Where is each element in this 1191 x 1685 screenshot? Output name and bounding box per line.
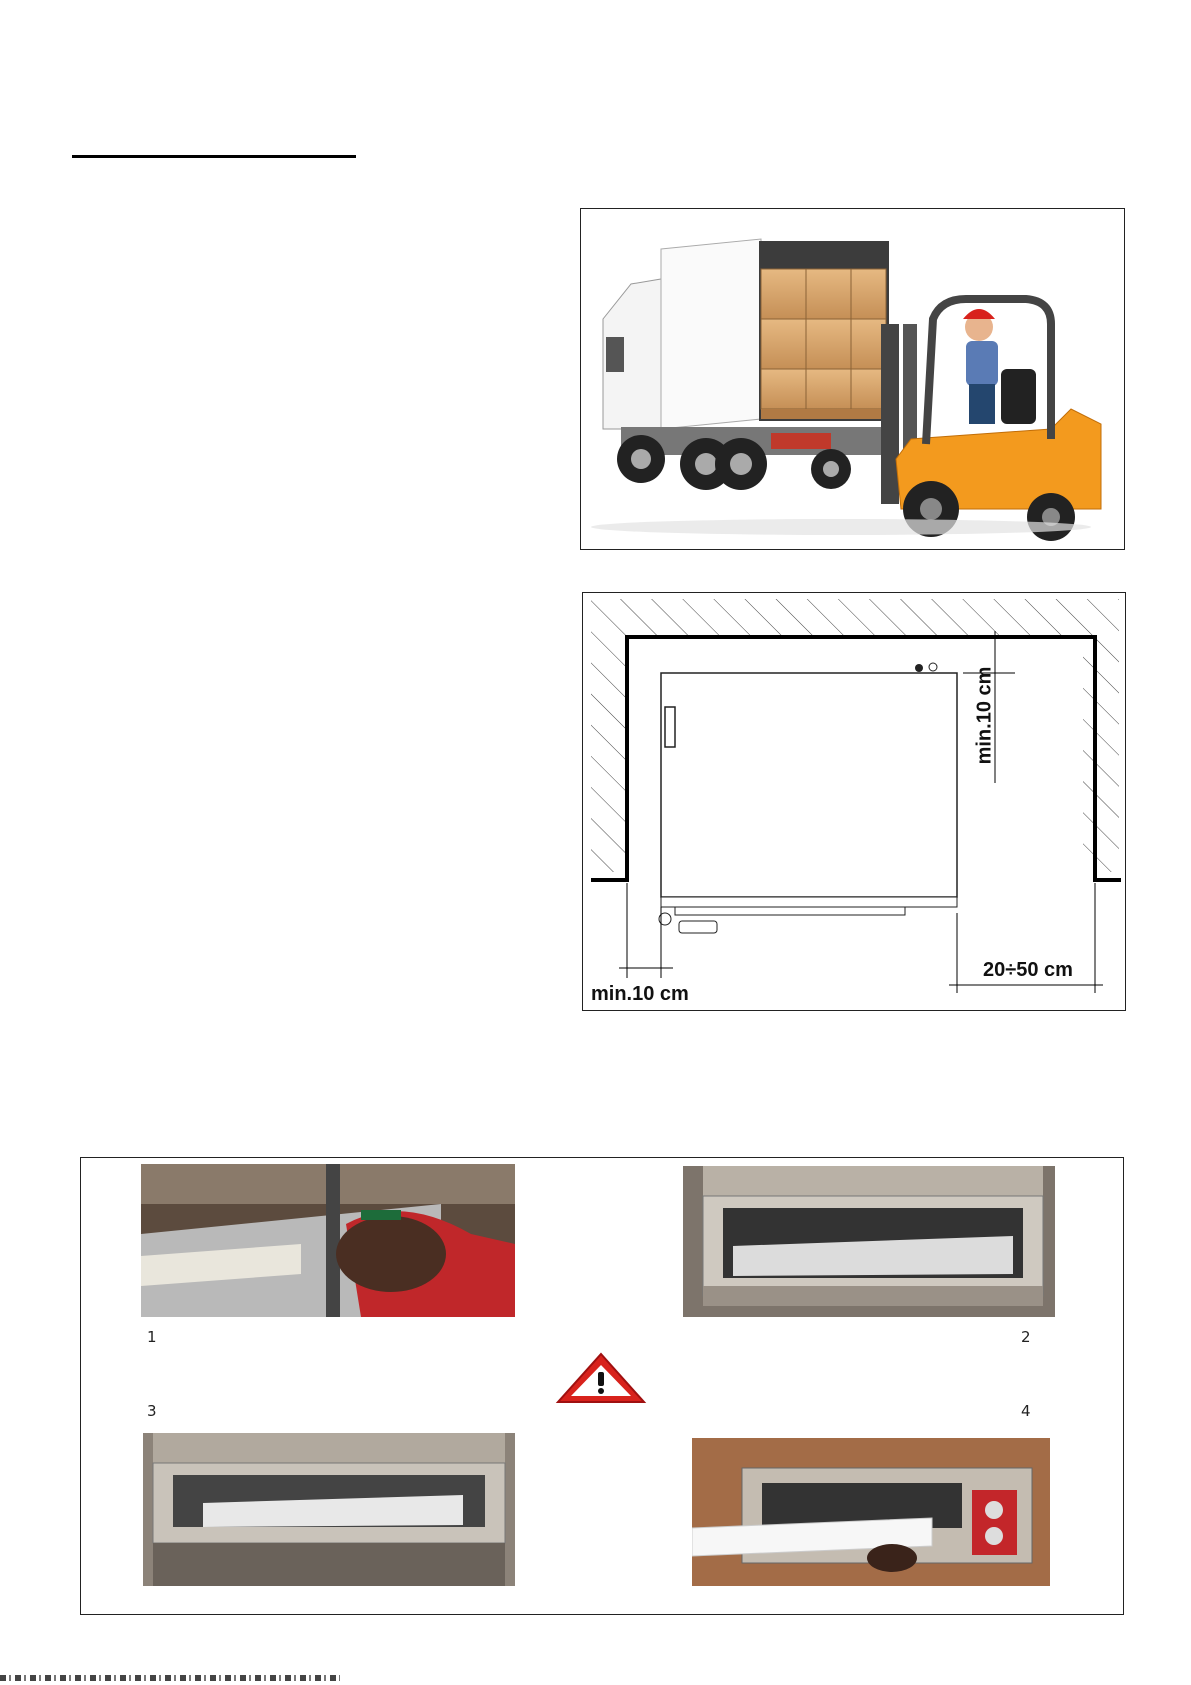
truck-forklift-illustration: [581, 209, 1125, 550]
step-2-number: 2: [1021, 1328, 1031, 1346]
heading-rule: [72, 155, 356, 158]
step-4-photo: [692, 1438, 1050, 1586]
warning-triangle-icon: [555, 1351, 647, 1405]
transport-figure: [580, 208, 1125, 550]
step-2-photo: [683, 1166, 1055, 1317]
front-clearance-label: 20÷50 cm: [983, 959, 1073, 981]
step-3-number: 3: [147, 1402, 157, 1420]
oven-body: [661, 673, 957, 897]
step-1-photo: [141, 1164, 515, 1317]
footer-strip: [0, 1675, 340, 1681]
step-1-number: 1: [147, 1328, 157, 1346]
step-4-number: 4: [1021, 1402, 1031, 1420]
installation-steps-figure: [80, 1157, 1124, 1615]
top-clearance-label: min.10 cm: [973, 666, 996, 765]
clearance-diagram: [582, 592, 1126, 1011]
oven-handle: [665, 707, 675, 747]
side-clearance-label: min.10 cm: [591, 983, 689, 1005]
clearance-plan-drawing: [583, 593, 1127, 1012]
step-3-photo: [143, 1433, 515, 1586]
